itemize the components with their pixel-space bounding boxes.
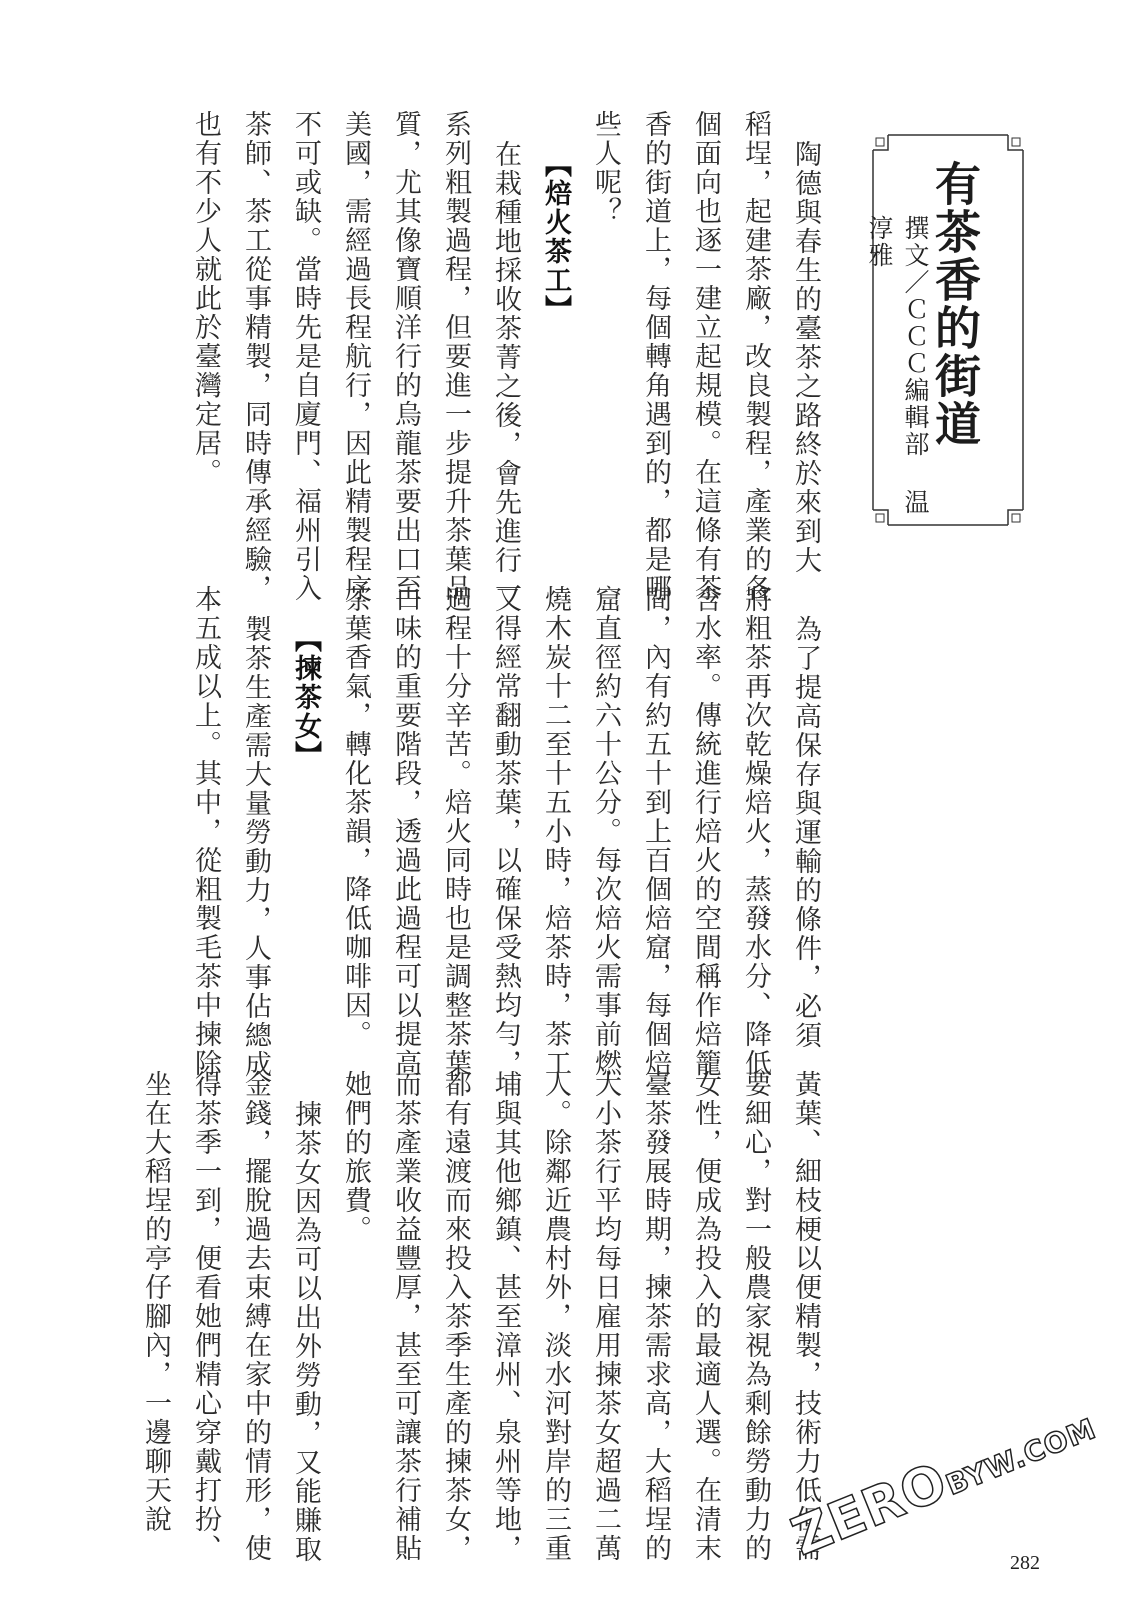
paragraph-column: 又得經常翻動茶葉，以確保受熱均勻， [490, 585, 521, 1078]
watermark-main: ZERO [783, 1451, 956, 1568]
paragraph-column: 將粗茶再次乾燥焙火，蒸發水分、降低 [740, 585, 771, 1078]
paragraph-column: 她們的旅費。 [340, 1070, 371, 1244]
paragraph-column: 也有不少人就此於臺灣定居。 [190, 110, 221, 487]
paragraph-column: 為了提高保存與運輸的條件，必須 [790, 615, 821, 1050]
paragraph-column: 過程十分辛苦。焙火同時也是調整茶葉 [440, 585, 471, 1078]
paragraph-column: 製茶生產需大量勞動力，人事佔總成 [240, 615, 271, 1079]
paragraph-column: 埔與其他鄉鎮、甚至漳州、泉州等地， [490, 1070, 521, 1563]
paragraph-column: 含水率。傳統進行焙火的空間稱作焙籠 [690, 585, 721, 1078]
paragraph-column: 香的街道上，每個轉角遇到的，都是哪 [640, 110, 671, 603]
paragraph-column: 人。除鄰近農村外，淡水河對岸的三重 [540, 1070, 571, 1563]
paragraph-column: 質，尤其像寶順洋行的烏龍茶要出口至 [390, 110, 421, 603]
text-band-top [140, 110, 830, 604]
paragraph-column: 揀茶女因為可以出外勞動，又能賺取 [290, 1100, 321, 1564]
paragraph-column: 要細心，對一般農家視為剩餘勞動力的 [740, 1070, 771, 1563]
paragraph-column: 茶葉香氣，轉化茶韻，降低咖啡因。 [340, 585, 371, 1049]
watermark-domain: BYW.COM [941, 1411, 1101, 1502]
paragraph-column: 口味的重要階段，透過此過程可以提高 [390, 585, 421, 1078]
article-title: 有茶香的街道 [928, 160, 982, 448]
text-band-bottom [140, 1070, 830, 1564]
paragraph-column: 都有遠渡而來投入茶季生產的揀茶女， [440, 1070, 471, 1563]
paragraph-column: 女性，便成為投入的最適人選。在清末 [690, 1070, 721, 1563]
paragraph-column: 個面向也逐一建立起規模。在這條有茶 [690, 110, 721, 603]
watermark [784, 1392, 1103, 1568]
paragraph-column: 稻埕，起建茶廠，改良製程，產業的各 [740, 110, 771, 603]
paragraph-column: 窟直徑約六十公分。每次焙火需事前燃 [590, 585, 621, 1078]
title-frame [865, 120, 1028, 540]
paragraph-column: 美國，需經過長程航行，因此精製程序 [340, 110, 371, 603]
paragraph-column: 茶師、茶工從事精製，同時傳承經驗， [240, 110, 271, 603]
paragraph-column: 大小茶行平均每日雇用揀茶女超過二萬 [590, 1070, 621, 1563]
paragraph-column: 在栽種地採收茶菁之後，會先進行一 [490, 140, 521, 604]
paragraph-column: 本五成以上。其中，從粗製毛茶中揀除 [190, 585, 221, 1078]
text-band-middle [140, 585, 830, 1079]
paragraph-column: 系列粗製過程，但要進一步提升茶葉品 [440, 110, 471, 603]
paragraph-column: 而茶產業收益豐厚，甚至可讓茶行補貼 [390, 1070, 421, 1563]
paragraph-column: 金錢，擺脫過去束縛在家中的情形，使 [240, 1070, 271, 1563]
paragraph-column: 陶德與春生的臺茶之路終於來到大 [790, 140, 821, 575]
paragraph-column: 間，內有約五十到上百個焙窟，每個焙 [640, 585, 671, 1078]
paragraph-column: 些人呢？ [590, 110, 621, 226]
paragraph-column: 坐在大稻埕的亭仔腳內，一邊聊天說 [140, 1070, 171, 1534]
paragraph-column: 不可或缺。當時先是自廈門、福州引入 [290, 110, 321, 603]
author-byline: 撰文／ＣＣＣ編輯部 温淳雅 [865, 215, 930, 516]
paragraph-column: 得茶季一到，便看她們精心穿戴打扮、 [190, 1070, 221, 1563]
section-heading-tea-pickers: 【揀茶女】 [290, 625, 321, 770]
paragraph-column: 燒木炭十二至十五小時，焙茶時，茶工 [540, 585, 571, 1078]
paragraph-column: 臺茶發展時期，揀茶需求高，大稻埕的 [640, 1070, 671, 1563]
section-heading-tea-roasters: 【焙火茶工】 [540, 150, 571, 324]
page-number: 282 [1010, 1552, 1040, 1574]
paragraph-column: 黃葉、細枝梗以便精製，技術力低但需 [790, 1070, 821, 1563]
